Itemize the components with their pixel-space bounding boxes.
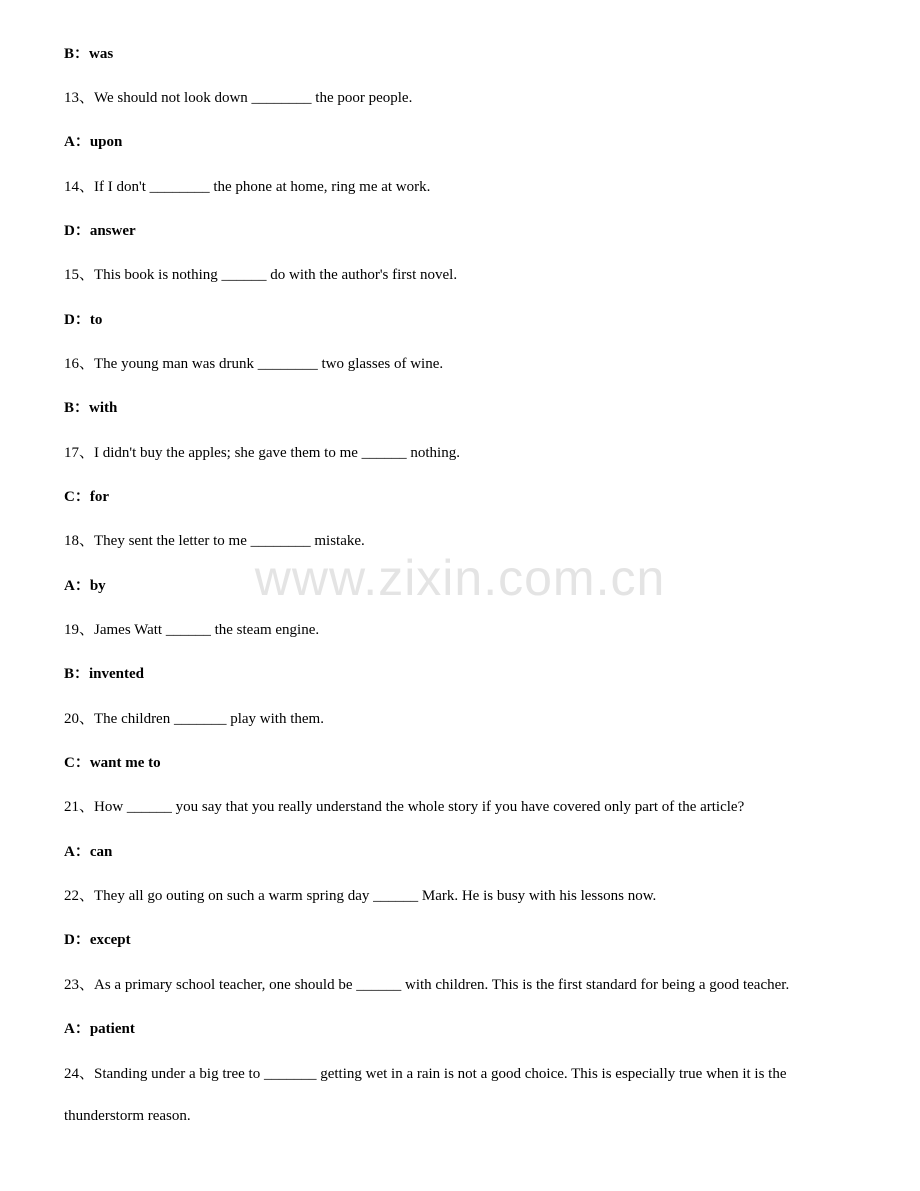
question-13: 13、We should not look down ________ the poor people. xyxy=(64,90,413,106)
answer-18: A：by xyxy=(64,578,106,594)
watermark: www.zixin.com.cn xyxy=(254,550,666,606)
question-20: 20、The children _______ play with them. xyxy=(64,711,324,727)
answer-17: C：for xyxy=(64,489,109,505)
question-24: 24、Standing under a big tree to _______ getting wet in a rain is not a good choice. This is especially true when it is the xyxy=(64,1066,787,1082)
answer-16: B：with xyxy=(64,400,118,416)
question-22: 22、They all go outing on such a warm spring day ______ Mark. He is busy with his lessons now. xyxy=(64,888,657,904)
question-16: 16、The young man was drunk ________ two glasses of wine. xyxy=(64,356,444,372)
question-19: 19、James Watt ______ the steam engine. xyxy=(64,622,320,638)
question-14: 14、If I don't ________ the phone at home, ring me at work. xyxy=(64,179,431,195)
answer-20: C：want me to xyxy=(64,755,161,771)
question-24-continuation: thunderstorm reason. xyxy=(64,1108,191,1124)
question-18: 18、They sent the letter to me ________ mistake. xyxy=(64,533,365,549)
answer-19: B：invented xyxy=(64,666,145,682)
answer-21: A：can xyxy=(64,844,113,860)
question-23: 23、As a primary school teacher, one should be ______ with children. This is the first standard for being a good teacher. xyxy=(64,977,790,993)
answer-15: D：to xyxy=(64,312,103,328)
question-21: 21、How ______ you say that you really understand the whole story if you have covered only part of the article? xyxy=(64,799,745,815)
answer-13: A：upon xyxy=(64,134,123,150)
answer-14: D：answer xyxy=(64,223,136,239)
answer-22: D：except xyxy=(64,932,131,948)
answer-23: A：patient xyxy=(64,1021,135,1037)
question-17: 17、I didn't buy the apples; she gave them to me ______ nothing. xyxy=(64,445,460,461)
answer-12: B：was xyxy=(64,46,114,62)
question-15: 15、This book is nothing ______ do with the author's first novel. xyxy=(64,267,458,283)
